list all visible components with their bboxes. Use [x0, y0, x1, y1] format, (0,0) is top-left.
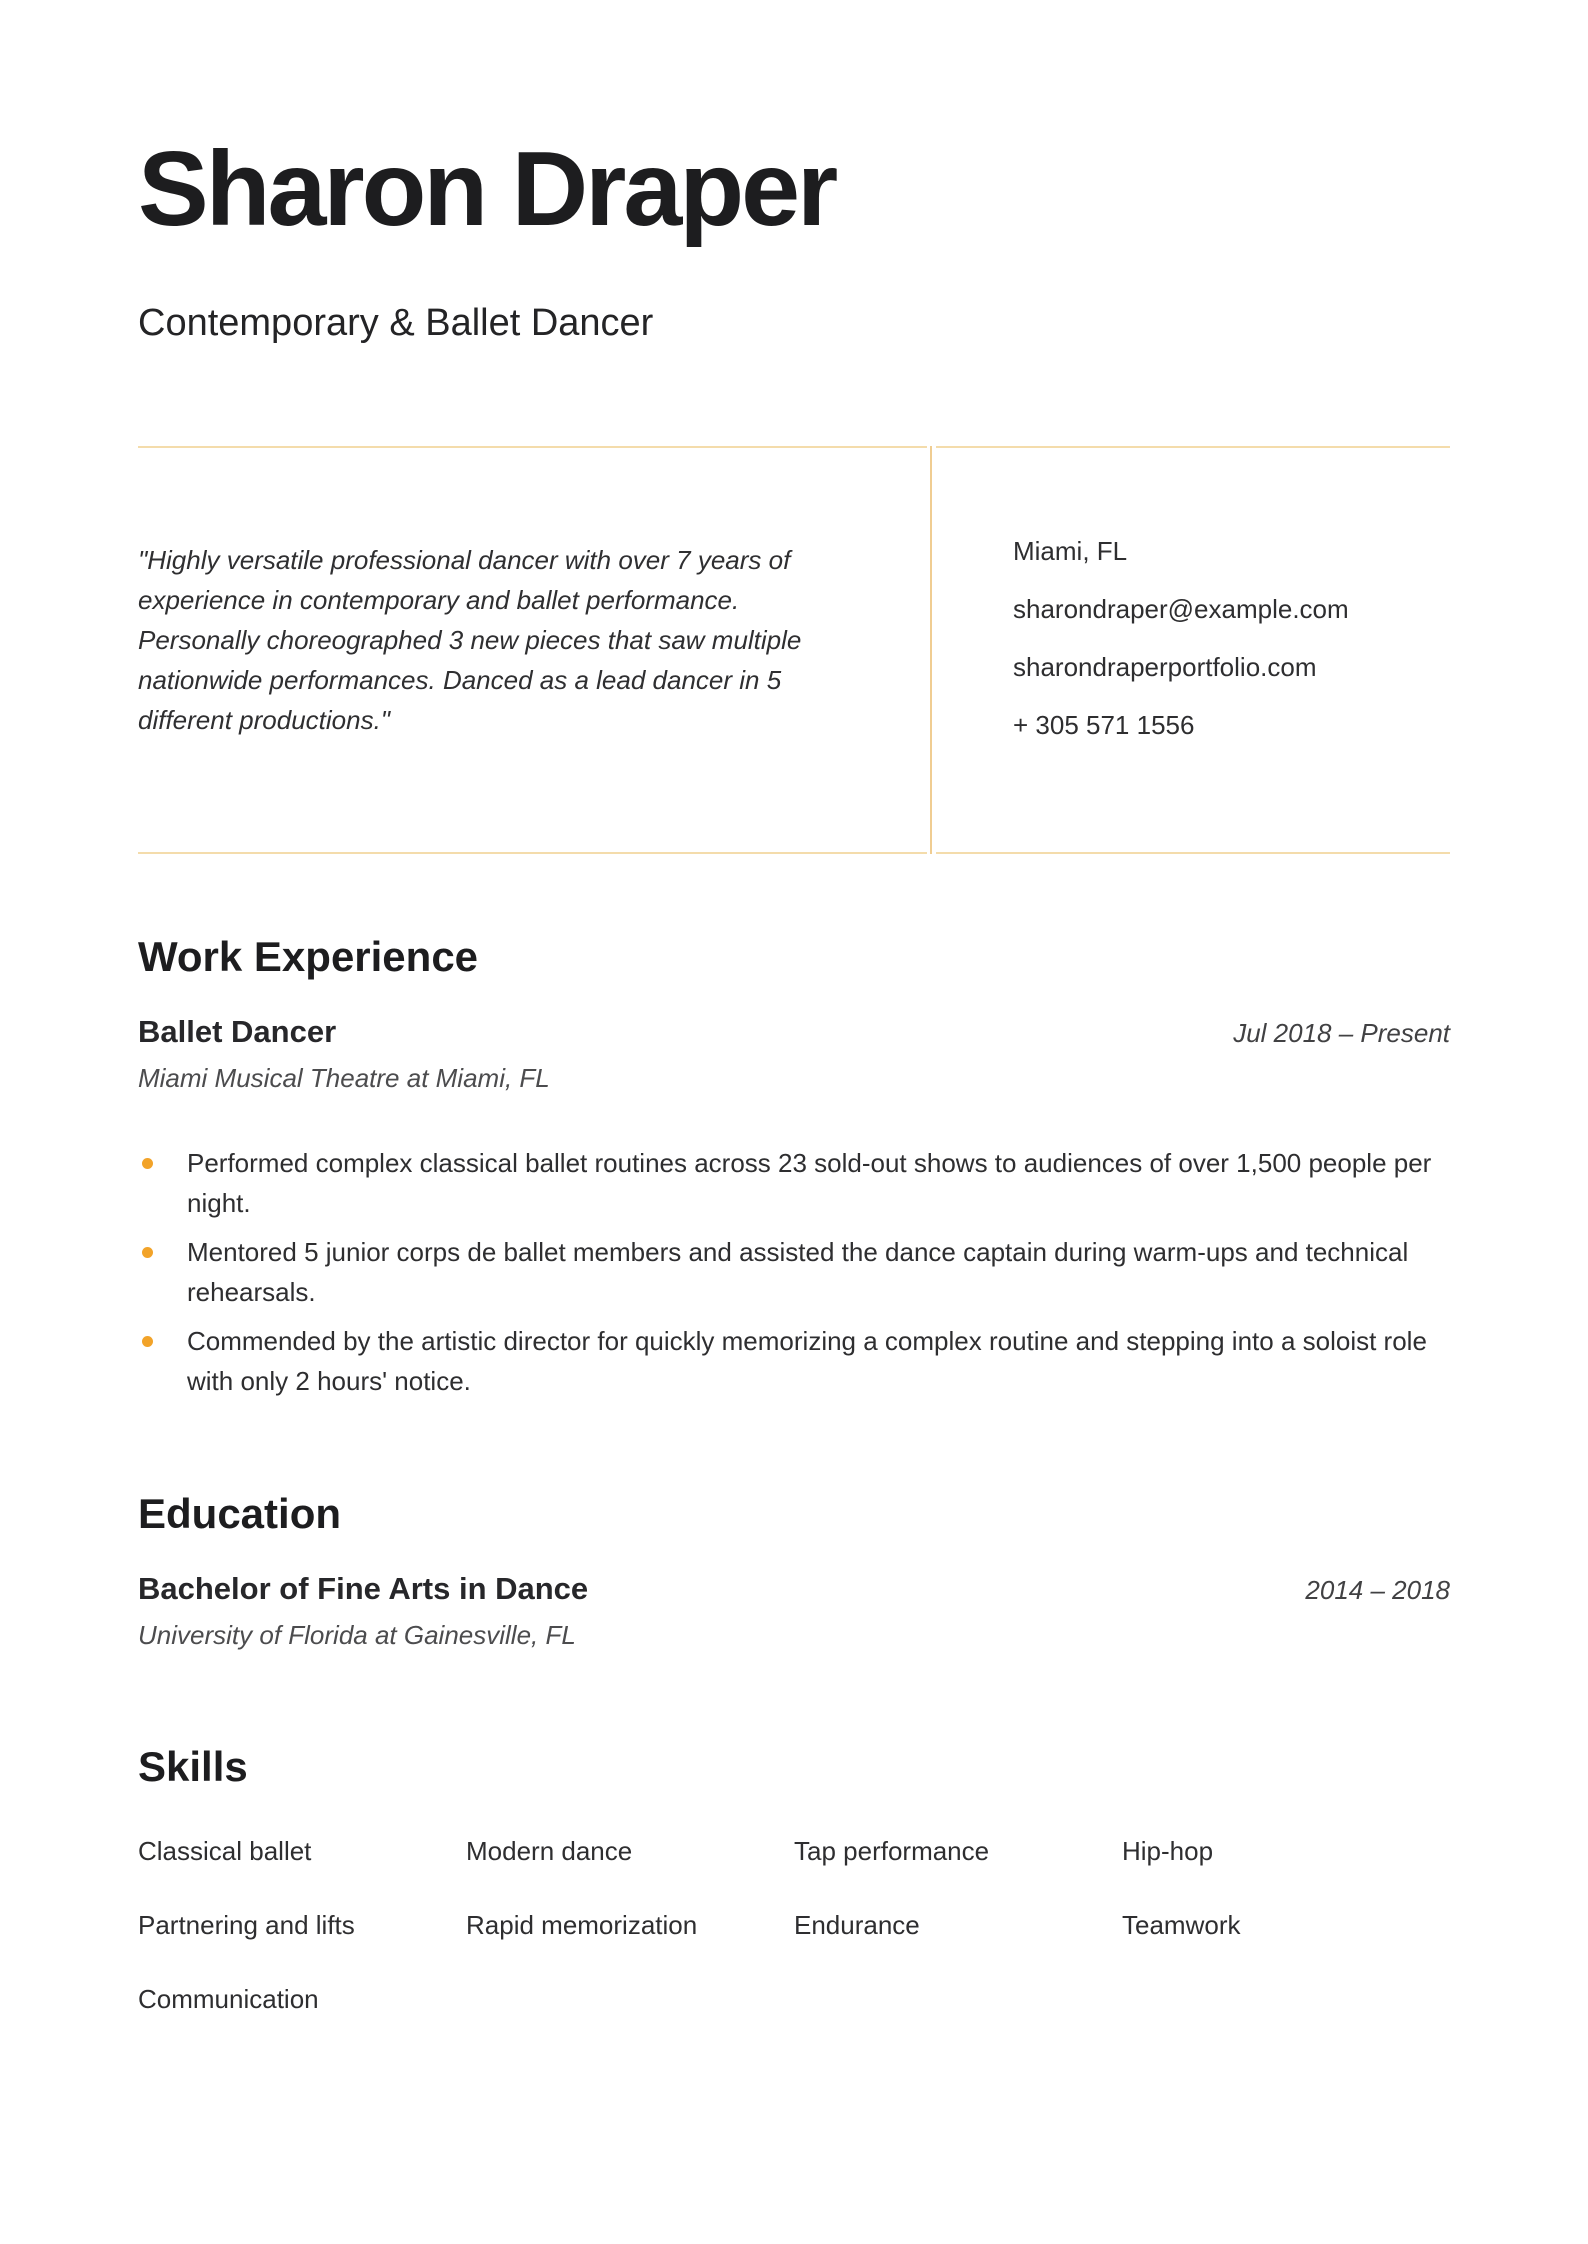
contact-email: sharondraper@example.com: [1013, 594, 1349, 624]
vertical-divider-line: [930, 446, 932, 854]
work-experience-heading: Work Experience: [138, 933, 479, 980]
skill-item: Teamwork: [1122, 1910, 1241, 1940]
job-bullet-list: [138, 1143, 1450, 1401]
skill-item: Hip-hop: [1122, 1836, 1214, 1866]
job-bullet-item: [138, 1321, 1450, 1401]
contact-column: [936, 446, 1450, 854]
degree-title: Bachelor of Fine Arts in Dance: [138, 1571, 589, 1606]
candidate-job-title: Contemporary & Ballet Dancer: [138, 302, 654, 344]
work-experience-section: [138, 933, 1450, 1401]
skill-item: Modern dance: [466, 1836, 633, 1866]
job-title: Ballet Dancer: [138, 1014, 337, 1049]
job-bullet-item: [138, 1143, 1450, 1223]
skill-item: Rapid memorization: [466, 1910, 698, 1940]
skill-item: Endurance: [794, 1910, 920, 1940]
skills-heading: Skills: [138, 1743, 248, 1790]
education-school: University of Florida at Gainesville, FL: [138, 1620, 576, 1650]
contact-location: Miami, FL: [1013, 536, 1128, 566]
skill-item: Classical ballet: [138, 1836, 312, 1866]
bullet-icon: [142, 1336, 153, 1347]
job-organization: Miami Musical Theatre at Miami, FL: [138, 1063, 550, 1093]
contact-phone: + 305 571 1556: [1013, 710, 1195, 740]
skills-section: [138, 1743, 1450, 2014]
job-dates: Jul 2018 – Present: [1233, 1018, 1450, 1048]
summary-quote: "Highly versatile professional dancer with over 7 years of experience in contemporary and ballet performance. Personally choreographed 3 new pieces that saw multiple nationwide performances. Danced as a lead dancer in 5 different productions.": [138, 545, 802, 735]
job-bullet-text: Mentored 5 junior corps de ballet members and assisted the dance captain during warm-ups and technical rehearsals.: [187, 1237, 1409, 1307]
education-entry-header: [138, 1573, 1450, 1604]
skills-grid: [138, 1838, 1450, 2012]
job-bullet-text: Commended by the artistic director for quickly memorizing a complex routine and stepping into a soloist role with only 2 hours' notice.: [187, 1326, 1427, 1396]
job-bullet-item: [138, 1232, 1450, 1312]
skill-item: Partnering and lifts: [138, 1910, 355, 1940]
summary-contact-band: [138, 446, 1450, 854]
job-bullet-text: Performed complex classical ballet routines across 23 sold-out shows to audiences of over 1,500 people per night.: [187, 1148, 1432, 1218]
education-dates: 2014 – 2018: [1305, 1575, 1450, 1605]
header: [138, 130, 1450, 344]
education-section: [138, 1490, 1450, 1650]
candidate-name: Sharon Draper: [138, 130, 836, 248]
skill-item: Tap performance: [794, 1836, 990, 1866]
summary-quote-column: [138, 446, 927, 854]
job-entry-header: [138, 1016, 1450, 1047]
education-heading: Education: [138, 1490, 342, 1537]
skill-item: Communication: [138, 1984, 319, 2014]
bullet-icon: [142, 1247, 153, 1258]
contact-website: sharondraperportfolio.com: [1013, 652, 1317, 682]
bullet-icon: [142, 1158, 153, 1169]
